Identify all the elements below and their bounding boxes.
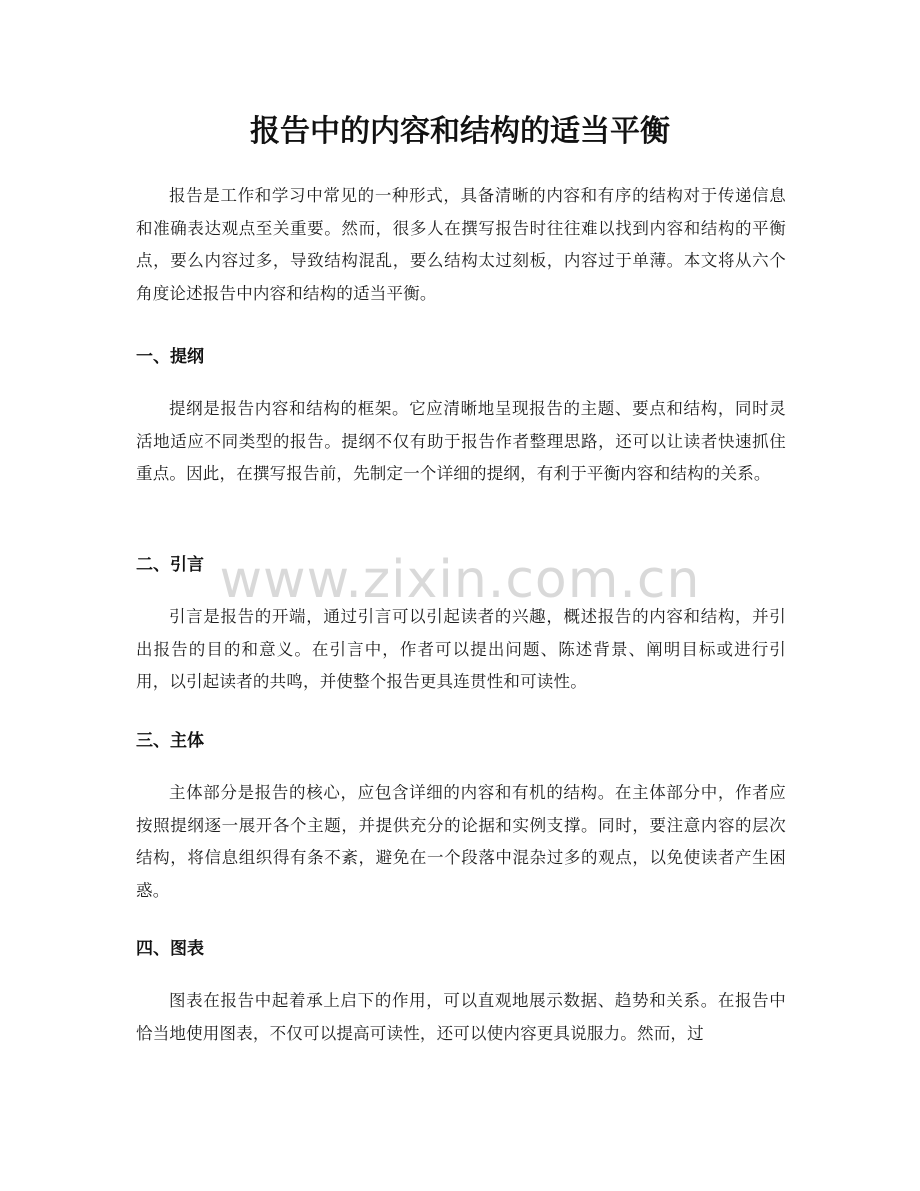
section-heading-introduction: 二、引言 (136, 555, 204, 575)
section-heading-outline: 一、提纲 (136, 347, 204, 367)
watermark-text: www.zixin.com.cn (219, 550, 701, 610)
section-body-introduction: 引言是报告的开端，通过引言可以引起读者的兴趣，概述报告的内容和结构，并引出报告的目的和意义。在引言中，作者可以提出问题、陈述背景、阐明目标或进行引用，以引起读者的共鸣，并使整个报告更具连贯性和可读性。 (136, 607, 786, 691)
section-body-outline: 提纲是报告内容和结构的框架。它应清晰地呈现报告的主题、要点和结构，同时灵活地适应不同类型的报告。提纲不仅有助于报告作者整理思路，还可以让读者快速抓住重点。因此，在撰写报告前，先制定一个详细的提纲，有利于平衡内容和结构的关系。 (136, 399, 786, 483)
intro-paragraph: 报告是工作和学习中常见的一种形式，具备清晰的内容和有序的结构对于传递信息和准确表达观点至关重要。然而，很多人在撰写报告时往往难以找到内容和结构的平衡点，要么内容过多，导致结构混乱，要么结构太过刻板，内容过于单薄。本文将从六个角度论述报告中内容和结构的适当平衡。 (136, 186, 786, 303)
section-heading-main-body: 三、主体 (136, 731, 204, 751)
page-title: 报告中的内容和结构的适当平衡 (250, 114, 670, 149)
section-heading-charts: 四、图表 (136, 939, 204, 959)
section-body-main-body: 主体部分是报告的核心，应包含详细的内容和有机的结构。在主体部分中，作者应按照提纲逐一展开各个主题，并提供充分的论据和实例支撑。同时，要注意内容的层次结构，将信息组织得有条不紊，避免在一个段落中混杂过多的观点，以免使读者产生困惑。 (136, 783, 786, 900)
section-body-charts: 图表在报告中起着承上启下的作用，可以直观地展示数据、趋势和关系。在报告中恰当地使用图表，不仅可以提高可读性，还可以使内容更具说服力。然而，过 (136, 991, 786, 1043)
